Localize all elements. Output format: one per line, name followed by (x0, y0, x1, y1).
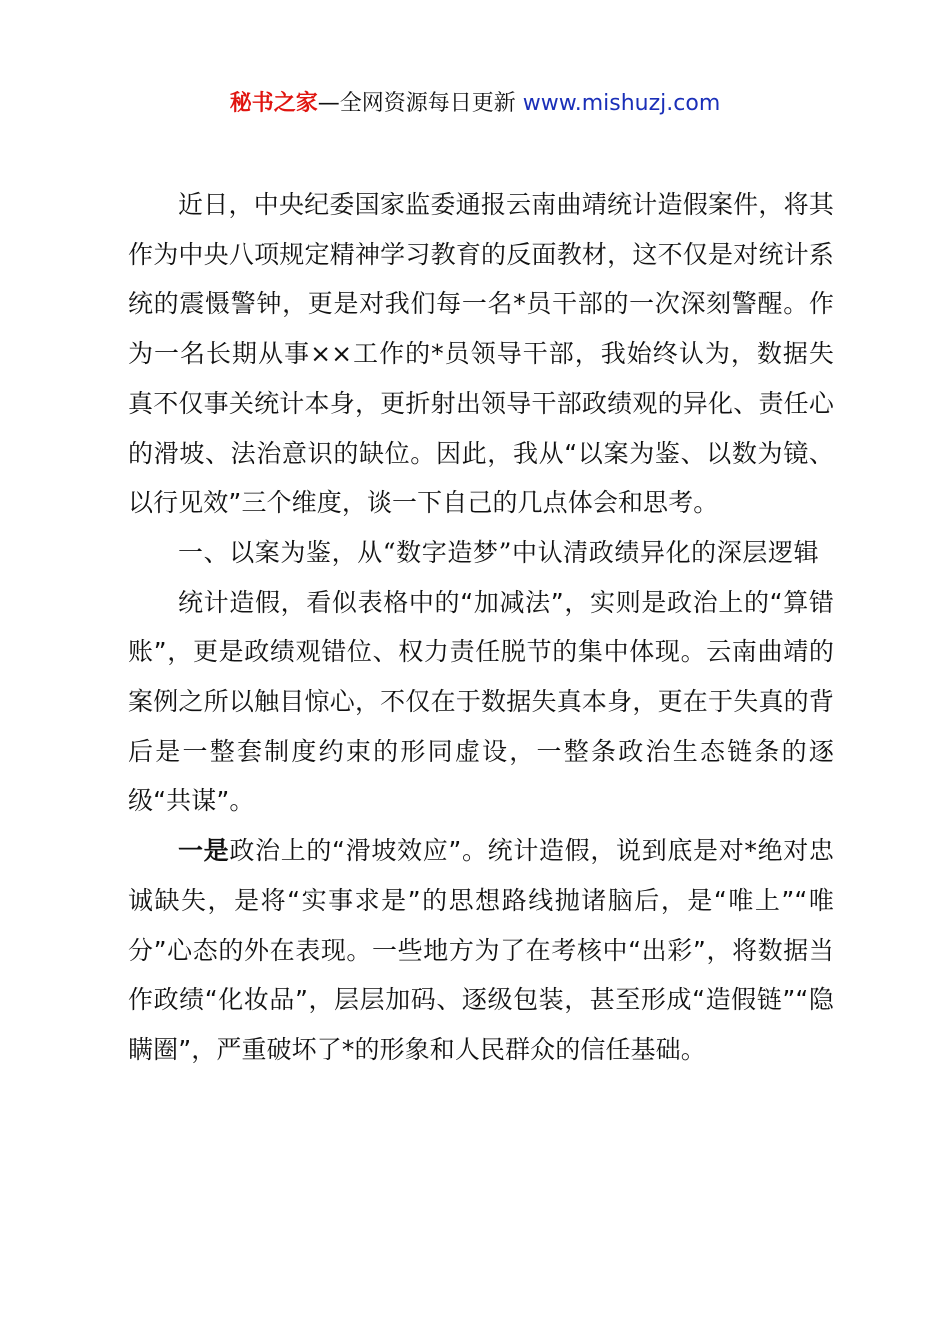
paragraph-section-1: 统计造假，看似表格中的“加减法”，实则是政治上的“算错账”，更是政绩观错位、权力责任脱节的集中体现。云南曲靖的案例之所以触目惊心，不仅在于数据失真本身，更在于失真的背后是一整套制度约束的形同虚设，一整条政治生态链条的逐级“共谋”。 (128, 587, 834, 816)
page-header (0, 86, 950, 122)
brand-name: 秘书之家 (229, 91, 318, 116)
point-lead: 一是 (178, 836, 230, 866)
header-url-link[interactable]: www.mishuzj.com (522, 91, 721, 116)
document-body (128, 180, 834, 1075)
paragraph-intro: 近日，中央纪委国家监委通报云南曲靖统计造假案件，将其作为中央八项规定精神学习教育的反面教材，这不仅是对统计系统的震慑警钟，更是对我们每一名*员干部的一次深刻警醒。作为一名长期从事××工作的*员领导干部，我始终认为，数据失真不仅事关统计本身，更折射出领导干部政绩观的异化、责任心的滑坡、法治意识的缺位。因此，我从“以案为鉴、以数为镜、以行见效”三个维度，谈一下自己的几点体会和思考。 (128, 190, 834, 518)
header-tagline: —全网资源每日更新 (317, 91, 523, 116)
section-heading-1: 一、以案为鉴，从“数字造梦”中认清政绩异化的深层逻辑 (178, 537, 820, 567)
paragraph-point-1 (128, 826, 834, 1075)
point-text: 政治上的“滑坡效应”。统计造假，说到底是对*绝对忠诚缺失，是将“实事求是”的思想路线抛诸脑后，是“唯上”“唯分”心态的外在表现。一些地方为了在考核中“出彩”，将数据当作政绩“化妆品”，层层加码、逐级包装，甚至形成“造假链”“隐瞒圈”，严重破坏了*的形象和人民群众的信任基础。 (128, 836, 835, 1064)
